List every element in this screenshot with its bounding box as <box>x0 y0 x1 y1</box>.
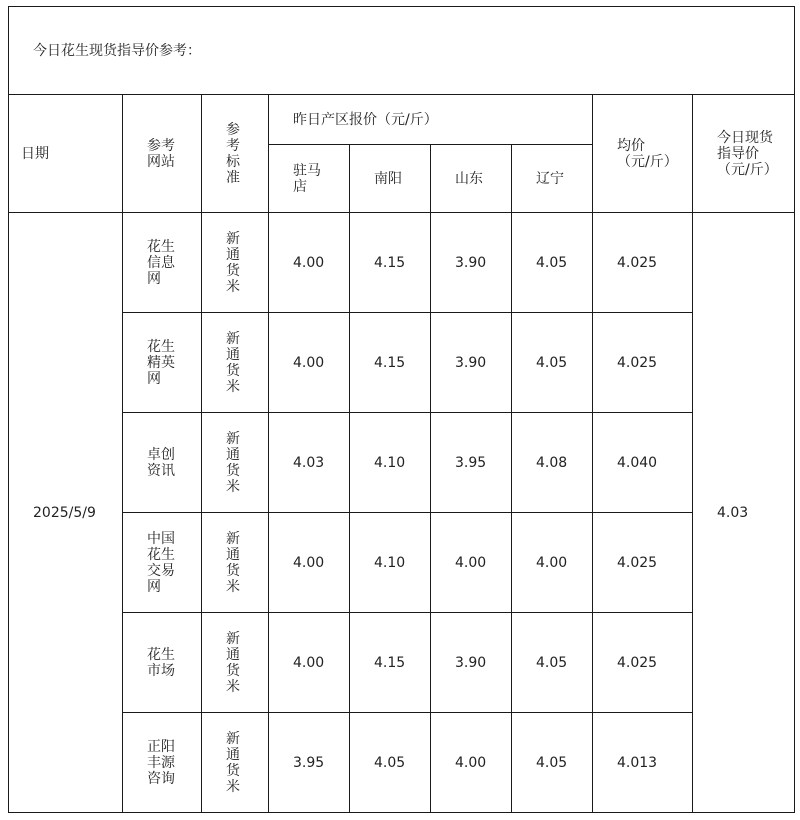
header-region <box>512 145 593 213</box>
price-cell: 3.95 <box>431 413 512 513</box>
header-date <box>9 95 123 213</box>
standard-cell <box>202 313 269 413</box>
price-cell: 4.08 <box>512 413 593 513</box>
standard-cell <box>202 513 269 613</box>
header-standard <box>202 95 269 213</box>
site-cell <box>123 313 202 413</box>
header-site <box>123 95 202 213</box>
price-table <box>8 6 795 813</box>
header-avg <box>593 95 693 213</box>
header-region-label: 辽宁 <box>536 170 564 187</box>
site-label: 中国花生交易网 <box>147 530 175 595</box>
price-cell: 4.00 <box>269 313 350 413</box>
avg-cell: 4.025 <box>593 213 693 313</box>
site-label: 花生信息网 <box>147 238 175 287</box>
site-cell <box>123 713 202 813</box>
caption-row <box>9 7 795 95</box>
standard-cell <box>202 613 269 713</box>
header-region-label: 南阳 <box>374 170 402 187</box>
avg-cell: 4.040 <box>593 413 693 513</box>
price-sheet <box>8 6 794 813</box>
date-cell: 2025/5/9 <box>9 213 123 813</box>
header-yesterday-group: 昨日产区报价（元/斤） <box>269 95 593 145</box>
header-standard-label: 参考标准 <box>226 121 240 186</box>
avg-cell: 4.025 <box>593 513 693 613</box>
standard-label: 新通货米 <box>226 530 240 595</box>
avg-cell: 4.025 <box>593 613 693 713</box>
standard-label: 新通货米 <box>226 630 240 695</box>
standard-label: 新通货米 <box>226 330 240 395</box>
header-today <box>693 95 795 213</box>
price-cell: 3.95 <box>269 713 350 813</box>
standard-cell <box>202 413 269 513</box>
price-cell: 4.05 <box>512 613 593 713</box>
standard-label: 新通货米 <box>226 430 240 495</box>
header-region <box>269 145 350 213</box>
price-cell: 4.00 <box>269 613 350 713</box>
header-region-label: 驻马店 <box>293 162 321 195</box>
site-cell <box>123 413 202 513</box>
header-region-label: 山东 <box>455 170 483 187</box>
today-price-cell: 4.03 <box>693 213 795 813</box>
header-row-1 <box>9 95 795 145</box>
price-cell: 4.00 <box>431 513 512 613</box>
site-label: 正阳丰源咨询 <box>147 738 175 787</box>
price-cell: 4.05 <box>512 213 593 313</box>
site-cell <box>123 513 202 613</box>
price-cell: 4.05 <box>350 713 431 813</box>
avg-cell: 4.025 <box>593 313 693 413</box>
header-today-label: 今日现货指导价（元/斤） <box>717 129 778 178</box>
standard-cell <box>202 713 269 813</box>
header-date-label: 日期 <box>21 145 49 162</box>
site-label: 花生精英网 <box>147 338 175 387</box>
site-cell <box>123 613 202 713</box>
site-cell <box>123 213 202 313</box>
table-row <box>9 213 795 313</box>
price-cell: 4.05 <box>512 313 593 413</box>
standard-cell <box>202 213 269 313</box>
price-cell: 4.15 <box>350 313 431 413</box>
header-region <box>431 145 512 213</box>
price-cell: 3.90 <box>431 613 512 713</box>
price-cell: 4.00 <box>431 713 512 813</box>
price-cell: 4.00 <box>269 513 350 613</box>
price-cell: 4.05 <box>512 713 593 813</box>
standard-label: 新通货米 <box>226 230 240 295</box>
header-site-label: 参考网站 <box>147 137 175 170</box>
header-region <box>350 145 431 213</box>
table-row <box>9 613 795 713</box>
avg-cell: 4.013 <box>593 713 693 813</box>
price-cell: 3.90 <box>431 213 512 313</box>
price-cell: 4.00 <box>512 513 593 613</box>
header-avg-label: 均价（元/斤） <box>617 137 678 170</box>
table-row <box>9 713 795 813</box>
table-row <box>9 313 795 413</box>
price-cell: 4.10 <box>350 513 431 613</box>
table-row <box>9 513 795 613</box>
price-cell: 4.15 <box>350 213 431 313</box>
price-cell: 4.03 <box>269 413 350 513</box>
site-label: 卓创资讯 <box>147 446 175 479</box>
price-cell: 4.15 <box>350 613 431 713</box>
price-cell: 4.10 <box>350 413 431 513</box>
table-caption: 今日花生现货指导价参考： <box>9 7 795 95</box>
site-label: 花生市场 <box>147 646 175 679</box>
table-row <box>9 413 795 513</box>
price-cell: 4.00 <box>269 213 350 313</box>
standard-label: 新通货米 <box>226 730 240 795</box>
price-cell: 3.90 <box>431 313 512 413</box>
